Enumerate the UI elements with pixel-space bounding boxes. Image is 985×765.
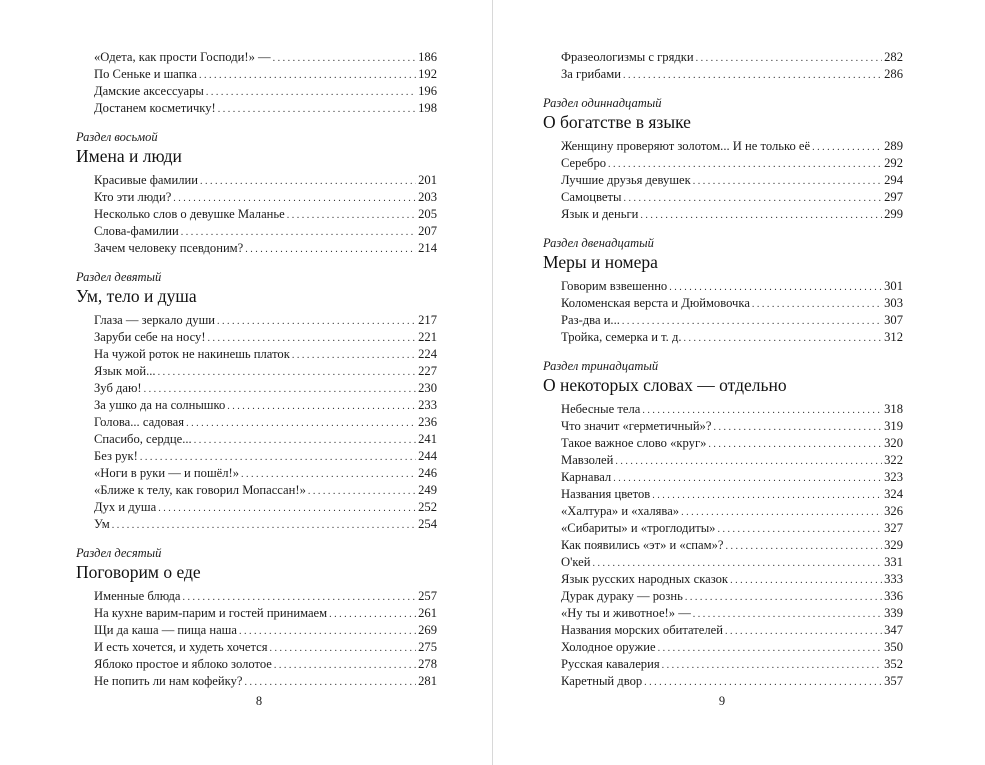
toc-entry-page-number: 214	[418, 241, 437, 255]
toc-entry-page-number: 221	[418, 330, 437, 344]
toc-entry-title: Не попить ли нам кофейку?	[94, 674, 243, 688]
dot-leader	[287, 206, 416, 224]
toc-entry-title: «Халтура» и «халява»	[561, 504, 680, 518]
toc-entry-title: Дух и душа	[94, 500, 157, 514]
toc-section	[543, 359, 903, 690]
toc-entry-title: Несколько слов о девушке Маланье	[94, 207, 285, 221]
dot-leader	[812, 138, 882, 156]
toc-entry	[561, 622, 903, 639]
dot-leader	[273, 49, 417, 67]
toc-entry-title: «Сибариты» и «троглодиты»	[561, 521, 716, 535]
toc-entry-title: Заруби себе на носу!	[94, 330, 206, 344]
dot-leader	[681, 503, 882, 521]
toc-entry-title: За ушко да на солнышко	[94, 398, 226, 412]
page-gutter	[492, 0, 493, 765]
toc-entry-page-number: 339	[884, 606, 903, 620]
dot-leader	[217, 312, 416, 330]
toc-entry-title: Достанем косметичку!	[94, 101, 216, 115]
dot-leader	[308, 482, 416, 500]
toc-entry	[561, 486, 903, 503]
toc-entry-page-number: 299	[884, 207, 903, 221]
dot-leader	[329, 605, 416, 623]
dot-leader	[140, 448, 416, 466]
toc-entry	[561, 278, 903, 295]
dot-leader	[158, 363, 417, 381]
toc-entry-title: Язык мой...	[94, 364, 156, 378]
toc-entry-page-number: 320	[884, 436, 903, 450]
toc-entry	[94, 397, 437, 414]
toc-entry	[94, 639, 437, 656]
dot-leader	[194, 431, 416, 449]
toc-entry-page-number: 312	[884, 330, 903, 344]
dot-leader	[623, 66, 882, 84]
toc-entry	[561, 189, 903, 206]
toc-entry-page-number: 269	[418, 623, 437, 637]
toc-entry-title: Дамские аксессуары	[94, 84, 204, 98]
toc-section	[76, 130, 437, 257]
dot-leader	[186, 414, 416, 432]
toc-entry	[561, 66, 903, 83]
dot-leader	[662, 656, 882, 674]
toc-entry-page-number: 198	[418, 101, 437, 115]
toc-section-entries	[76, 312, 437, 533]
toc-entry	[94, 223, 437, 240]
toc-section	[76, 546, 437, 690]
dot-leader	[652, 486, 882, 504]
section-title: Ум, тело и душа	[76, 286, 197, 306]
toc-entry-title: Женщину проверяют золотом... И не только её	[561, 139, 811, 153]
toc-entry-page-number: 289	[884, 139, 903, 153]
toc-entry-page-number: 227	[418, 364, 437, 378]
toc-entry-page-number: 297	[884, 190, 903, 204]
toc-entry	[94, 499, 437, 516]
left-page	[76, 49, 437, 690]
toc-entry	[561, 503, 903, 520]
dot-leader	[274, 656, 416, 674]
section-label: Раздел тринадцатый	[543, 359, 659, 373]
toc-entry-page-number: 282	[884, 50, 903, 64]
dot-leader	[752, 295, 882, 313]
toc-entry	[94, 673, 437, 690]
toc-entry-title: По Сеньке и шапка	[94, 67, 197, 81]
toc-entry	[94, 346, 437, 363]
toc-entry-page-number: 233	[418, 398, 437, 412]
toc-entry-page-number: 318	[884, 402, 903, 416]
dot-leader	[622, 312, 882, 330]
dot-leader	[669, 278, 882, 296]
toc-entry	[94, 172, 437, 189]
toc-entry-title: Коломенская верста и Дюймовочка	[561, 296, 750, 310]
dot-leader	[244, 673, 416, 691]
toc-entry-title: Яблоко простое и яблоко золотое	[94, 657, 272, 671]
toc-entry	[94, 189, 437, 206]
toc-entry-title: Серебро	[561, 156, 607, 170]
toc-sections	[76, 130, 437, 690]
toc-entry	[561, 329, 903, 346]
toc-entry-title: Холодное оружие	[561, 640, 656, 654]
toc-entry-title: На кухне варим-парим и гостей принимаем	[94, 606, 328, 620]
toc-entry	[94, 465, 437, 482]
toc-entry-page-number: 319	[884, 419, 903, 433]
dot-leader	[173, 189, 416, 207]
toc-entry-page-number: 254	[418, 517, 437, 531]
toc-entry	[561, 295, 903, 312]
toc-entry-page-number: 281	[418, 674, 437, 688]
dot-leader	[644, 673, 882, 691]
dot-leader	[241, 465, 416, 483]
section-label: Раздел девятый	[76, 270, 162, 284]
toc-entry-title: О'кей	[561, 555, 591, 569]
toc-entry-page-number: 205	[418, 207, 437, 221]
toc-entry	[94, 482, 437, 499]
toc-entry-title: Такое важное слово «круг»	[561, 436, 707, 450]
toc-entry-title: И есть хочется, и худеть хочется	[94, 640, 268, 654]
toc-entry-page-number: 292	[884, 156, 903, 170]
toc-entry-title: «Одета, как прости Господи!» —	[94, 50, 271, 64]
toc-entry	[561, 49, 903, 66]
toc-entry	[561, 401, 903, 418]
dot-leader	[693, 605, 882, 623]
toc-entry	[94, 240, 437, 257]
toc-entry-title: Названия цветов	[561, 487, 651, 501]
toc-entry-page-number: 230	[418, 381, 437, 395]
toc-entry	[561, 206, 903, 223]
toc-entry-title: Как появились «эт» и «спам»?	[561, 538, 724, 552]
dot-leader	[708, 435, 882, 453]
page-number: 9	[718, 694, 726, 708]
toc-entry-page-number: 241	[418, 432, 437, 446]
toc-entry-page-number: 322	[884, 453, 903, 467]
toc-section-entries	[543, 278, 903, 346]
section-label: Раздел одиннадцатый	[543, 96, 662, 110]
dot-leader	[640, 206, 882, 224]
toc-entry	[94, 312, 437, 329]
dot-leader	[158, 499, 416, 517]
toc-entry	[94, 380, 437, 397]
toc-entry-title: Русская кавалерия	[561, 657, 660, 671]
toc-section	[76, 270, 437, 533]
toc-entry-title: Красивые фамилии	[94, 173, 198, 187]
toc-entry	[94, 431, 437, 448]
toc-entry-title: Названия морских обитателей	[561, 623, 723, 637]
dot-leader	[245, 240, 416, 258]
toc-entry-page-number: 326	[884, 504, 903, 518]
toc-entry	[561, 673, 903, 690]
toc-section-entries	[543, 401, 903, 690]
toc-entry	[94, 605, 437, 622]
toc-entry	[94, 83, 437, 100]
toc-entry-page-number: 307	[884, 313, 903, 327]
toc-entry-page-number: 224	[418, 347, 437, 361]
toc-entry-title: Без рук!	[94, 449, 138, 463]
toc-entry-page-number: 236	[418, 415, 437, 429]
dot-leader	[717, 520, 882, 538]
dot-leader	[685, 588, 882, 606]
toc-entry-page-number: 294	[884, 173, 903, 187]
toc-entry	[561, 605, 903, 622]
toc-entry-title: Дурак дураку — рознь	[561, 589, 683, 603]
toc-entry-page-number: 324	[884, 487, 903, 501]
section-title: Имена и люди	[76, 146, 182, 166]
toc-entry-page-number: 301	[884, 279, 903, 293]
toc-entry-title: Голова... садовая	[94, 415, 185, 429]
toc-entry-title: «Ближе к телу, как говорил Мопассан!»	[94, 483, 306, 497]
toc-entry-title: Мавзолей	[561, 453, 614, 467]
toc-entry	[561, 639, 903, 656]
toc-entry-title: Тройка, семерка и т. д.	[561, 330, 682, 344]
toc-entry-title: Небесные тела	[561, 402, 641, 416]
dot-leader	[206, 83, 416, 101]
section-title: О некоторых словах — отдельно	[543, 375, 787, 395]
section-title: Меры и номера	[543, 252, 658, 272]
toc-entry-title: За грибами	[561, 67, 621, 81]
toc-entry-page-number: 203	[418, 190, 437, 204]
toc-entry-title: Язык и деньги	[561, 207, 639, 221]
toc-entry-page-number: 327	[884, 521, 903, 535]
toc-entry-title: Раз-два и...	[561, 313, 620, 327]
toc-entry-title: Щи да каша — пища наша	[94, 623, 237, 637]
dot-leader	[658, 639, 883, 657]
toc-section-entries	[543, 138, 903, 223]
dot-leader	[239, 622, 416, 640]
toc-entry-page-number: 196	[418, 84, 437, 98]
page-number: 8	[255, 694, 263, 708]
toc-entry-page-number: 192	[418, 67, 437, 81]
dot-leader	[608, 155, 882, 173]
toc-entry-title: Самоцветы	[561, 190, 622, 204]
toc-entry-page-number: 186	[418, 50, 437, 64]
toc-entry-page-number: 303	[884, 296, 903, 310]
dot-leader	[218, 100, 416, 118]
section-label: Раздел восьмой	[76, 130, 158, 144]
toc-entry	[94, 516, 437, 533]
dot-leader	[693, 172, 882, 190]
toc-entry	[94, 448, 437, 465]
toc-entry-page-number: 352	[884, 657, 903, 671]
toc-entry	[94, 622, 437, 639]
dot-leader	[725, 622, 882, 640]
dot-leader	[623, 189, 882, 207]
section-label: Раздел двенадцатый	[543, 236, 654, 250]
toc-section-entries	[76, 588, 437, 690]
toc-entry-page-number: 249	[418, 483, 437, 497]
toc-entry-title: Язык русских народных сказок	[561, 572, 729, 586]
toc-entry-title: Лучшие друзья девушек	[561, 173, 691, 187]
toc-entry-title: «Ну ты и животное!» —	[561, 606, 691, 620]
toc-entry	[94, 363, 437, 380]
toc-entry-title: Каретный двор	[561, 674, 643, 688]
toc-entry-page-number: 257	[418, 589, 437, 603]
toc-entry-title: Что значит «герметичный»?	[561, 419, 712, 433]
toc-entry	[94, 66, 437, 83]
toc-entry-page-number: 252	[418, 500, 437, 514]
toc-entry	[561, 588, 903, 605]
toc-entry-title: На чужой роток не накинешь платок	[94, 347, 290, 361]
toc-entry	[94, 49, 437, 66]
toc-entry-page-number: 201	[418, 173, 437, 187]
toc-entry-page-number: 217	[418, 313, 437, 327]
dot-leader	[208, 329, 417, 347]
toc-entry	[561, 452, 903, 469]
toc-entry	[561, 418, 903, 435]
toc-entry-title: Говорим взвешенно	[561, 279, 668, 293]
dot-leader	[613, 469, 882, 487]
right-page	[543, 49, 903, 690]
dot-leader	[112, 516, 416, 534]
toc-entry-title: Именные блюда	[94, 589, 181, 603]
toc-entry-title: Зачем человеку псевдоним?	[94, 241, 244, 255]
toc-entry-page-number: 275	[418, 640, 437, 654]
toc-entry	[561, 138, 903, 155]
toc-entry-title: Глаза — зеркало души	[94, 313, 216, 327]
dot-leader	[696, 49, 882, 67]
toc-entry-title: Ум	[94, 517, 110, 531]
toc-entry-title: Кто эти люди?	[94, 190, 172, 204]
toc-entry	[561, 172, 903, 189]
dot-leader	[227, 397, 416, 415]
toc-section-entries	[76, 172, 437, 257]
toc-entry	[561, 312, 903, 329]
toc-entry	[561, 435, 903, 452]
dot-leader	[199, 66, 416, 84]
dot-leader	[713, 418, 882, 436]
toc-entry-page-number: 333	[884, 572, 903, 586]
dot-leader	[684, 329, 883, 347]
toc-entry-title: Спасибо, сердце...	[94, 432, 192, 446]
toc-entry-title: Зуб даю!	[94, 381, 142, 395]
toc-entry-page-number: 350	[884, 640, 903, 654]
toc-entry	[94, 656, 437, 673]
toc-entry	[561, 520, 903, 537]
toc-entry-page-number: 286	[884, 67, 903, 81]
dot-leader	[642, 401, 882, 419]
toc-entry	[94, 414, 437, 431]
toc-entry-title: Фразеологизмы с грядки	[561, 50, 694, 64]
toc-entry	[561, 554, 903, 571]
toc-entry	[94, 100, 437, 117]
toc-entry	[94, 329, 437, 346]
dot-leader	[181, 223, 416, 241]
dot-leader	[182, 588, 416, 606]
dot-leader	[292, 346, 416, 364]
section-title: Поговорим о еде	[76, 562, 201, 582]
toc-entry	[561, 155, 903, 172]
dot-leader	[593, 554, 883, 572]
toc-entry	[561, 537, 903, 554]
toc-entry	[94, 206, 437, 223]
toc-entry-page-number: 246	[418, 466, 437, 480]
section-label: Раздел десятый	[76, 546, 162, 560]
dot-leader	[144, 380, 417, 398]
toc-entry-title: Слова-фамилии	[94, 224, 179, 238]
toc-entry	[94, 588, 437, 605]
toc-entry	[561, 656, 903, 673]
dot-leader	[270, 639, 417, 657]
toc-entry	[561, 571, 903, 588]
dot-leader	[200, 172, 416, 190]
toc-entry-page-number: 323	[884, 470, 903, 484]
toc-entry-page-number: 336	[884, 589, 903, 603]
toc-intro-entries	[543, 49, 903, 83]
toc-entry	[561, 469, 903, 486]
toc-section	[543, 236, 903, 346]
toc-section	[543, 96, 903, 223]
toc-intro-entries	[76, 49, 437, 117]
toc-entry-page-number: 329	[884, 538, 903, 552]
toc-entry-page-number: 244	[418, 449, 437, 463]
toc-entry-page-number: 207	[418, 224, 437, 238]
toc-entry-page-number: 331	[884, 555, 903, 569]
toc-entry-page-number: 278	[418, 657, 437, 671]
toc-entry-page-number: 357	[884, 674, 903, 688]
section-title: О богатстве в языке	[543, 112, 691, 132]
dot-leader	[730, 571, 882, 589]
toc-entry-title: Карнавал	[561, 470, 612, 484]
dot-leader	[725, 537, 882, 555]
dot-leader	[615, 452, 882, 470]
toc-entry-page-number: 261	[418, 606, 437, 620]
toc-sections	[543, 96, 903, 690]
toc-entry-page-number: 347	[884, 623, 903, 637]
toc-entry-title: «Ноги в руки — и пошёл!»	[94, 466, 240, 480]
